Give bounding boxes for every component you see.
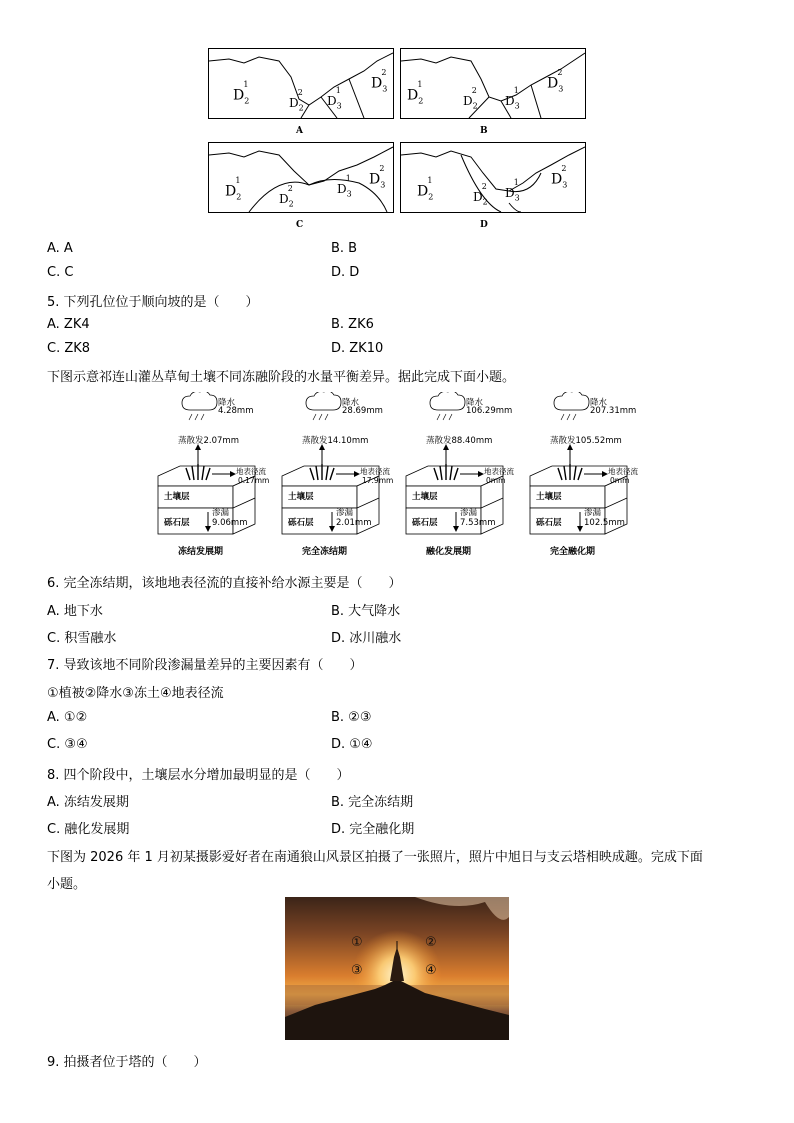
runoff-label: 地表径流: [484, 467, 514, 476]
soil-label: 土壤层: [536, 492, 562, 502]
q6-option-c: C. 积雪融水: [47, 631, 117, 646]
photo-mark-3: ③: [351, 963, 363, 978]
q5-stem: 5. 下列孔位位于顺向坡的是（ ）: [47, 295, 259, 310]
geo-panel-a: $D_2^1$ $D_2^2$ $D_3^1$ $D_3^2$: [208, 48, 394, 119]
runoff-value: 17.9mm: [362, 476, 394, 485]
evap-label: 蒸散发14.10mm: [302, 436, 369, 446]
precip-label: 降水: [218, 398, 236, 408]
water-balance-figure: [150, 392, 650, 562]
stage-2: [274, 392, 392, 562]
q9-stem: 9. 拍摄者位于塔的（ ）: [47, 1055, 207, 1070]
evap-label: 蒸散发2.07mm: [178, 436, 239, 446]
precip-value: 207.31mm: [590, 406, 637, 416]
stage-caption: 冻结发展期: [178, 547, 224, 557]
q8-option-b: B. 完全冻结期: [331, 795, 414, 810]
q7-option-c: C. ③④: [47, 737, 88, 752]
seep-value: 7.53mm: [460, 518, 496, 528]
stage-4: [522, 392, 640, 562]
stage-caption: 融化发展期: [426, 547, 472, 557]
precip-label: 降水: [466, 398, 484, 408]
soil-label: 土壤层: [412, 492, 438, 502]
geo-panel-b: $D_2^1$ $D_2^2$ $D_3^1$ $D_3^2$: [400, 48, 586, 119]
panel-d-letter: D: [480, 220, 488, 230]
intro-photo-line2: 小题。: [47, 877, 87, 892]
precip-value: 106.29mm: [466, 406, 513, 416]
seep-value: 9.06mm: [212, 518, 248, 528]
gravel-label: 砾石层: [412, 518, 438, 528]
q7-stem: 7. 导致该地不同阶段渗漏量差异的主要因素有（ ）: [47, 658, 363, 673]
precip-label: 降水: [590, 398, 608, 408]
gravel-label: 砾石层: [288, 518, 314, 528]
seep-label: 渗漏: [212, 508, 230, 518]
runoff-value: 0.17mm: [238, 476, 270, 485]
panel-a-letter: A: [296, 126, 303, 136]
seep-value: 102.5mm: [584, 518, 625, 528]
sunrise-photo: [285, 897, 509, 1040]
gravel-label: 砾石层: [536, 518, 562, 528]
q8-option-c: C. 融化发展期: [47, 822, 130, 837]
q5-option-d: D. ZK10: [331, 341, 384, 356]
evap-label: 蒸散发88.40mm: [426, 436, 493, 446]
runoff-value: 0mm: [610, 476, 630, 485]
stage-caption: 完全冻结期: [302, 547, 348, 557]
photo-mark-1: ①: [351, 935, 363, 950]
q8-stem: 8. 四个阶段中，土壤层水分增加最明显的是（ ）: [47, 768, 350, 783]
stage-3: [398, 392, 516, 562]
q8-option-a: A. 冻结发展期: [47, 795, 129, 810]
intro-water-balance: 下图示意祁连山灌丛草甸土壤不同冻融阶段的水量平衡差异。据此完成下面小题。: [47, 370, 516, 385]
q4-option-c: C. C: [47, 265, 74, 280]
photo-mark-4: ④: [425, 963, 437, 978]
runoff-label: 地表径流: [608, 467, 638, 476]
q6-option-d: D. 冰川融水: [331, 631, 402, 646]
q7-option-b: B. ②③: [331, 710, 372, 725]
panel-c-letter: C: [296, 220, 304, 230]
evap-label: 蒸散发105.52mm: [550, 436, 622, 446]
seep-label: 渗漏: [584, 508, 602, 518]
seep-value: 2.01mm: [336, 518, 372, 528]
soil-label: 土壤层: [164, 492, 190, 502]
q7-option-d: D. ①④: [331, 737, 373, 752]
q5-option-c: C. ZK8: [47, 341, 91, 356]
stage-caption: 完全融化期: [550, 547, 596, 557]
seep-label: 渗漏: [336, 508, 354, 518]
q8-option-d: D. 完全融化期: [331, 822, 415, 837]
precip-label: 降水: [342, 398, 360, 408]
q4-option-a: A. A: [47, 241, 73, 256]
precip-value: 28.69mm: [342, 406, 383, 416]
q6-stem: 6. 完全冻结期，该地地表径流的直接补给水源主要是（ ）: [47, 576, 402, 591]
intro-photo-line1: 下图为 2026 年 1 月初某摄影爱好者在南通狼山风景区拍摄了一张照片，照片中旭日与支云塔相映成趣。完成下面: [47, 850, 703, 865]
q6-option-b: B. 大气降水: [331, 604, 401, 619]
q5-option-b: B. ZK6: [331, 317, 374, 332]
q6-option-a: A. 地下水: [47, 604, 103, 619]
q7-sub: ①植被②降水③冻土④地表径流: [47, 686, 224, 701]
geo-panel-c: $D_2^1$ $D_2^2$ $D_3^1$ $D_3^2$: [208, 142, 394, 213]
runoff-label: 地表径流: [360, 467, 390, 476]
seep-label: 渗漏: [460, 508, 478, 518]
q5-option-a: A. ZK4: [47, 317, 90, 332]
q4-option-d: D. D: [331, 265, 360, 280]
q7-option-a: A. ①②: [47, 710, 88, 725]
panel-b-letter: B: [480, 126, 488, 136]
q4-option-b: B. B: [331, 241, 358, 256]
soil-label: 土壤层: [288, 492, 314, 502]
runoff-value: 0mm: [486, 476, 506, 485]
gravel-label: 砾石层: [164, 518, 190, 528]
photo-mark-2: ②: [425, 935, 437, 950]
photo-scene: [285, 897, 509, 1040]
stage-1: [150, 392, 268, 562]
runoff-label: 地表径流: [236, 467, 266, 476]
precip-value: 4.28mm: [218, 406, 254, 416]
geo-panel-d: $D_2^1$ $D_2^2$ $D_3^1$ $D_3^2$: [400, 142, 586, 213]
